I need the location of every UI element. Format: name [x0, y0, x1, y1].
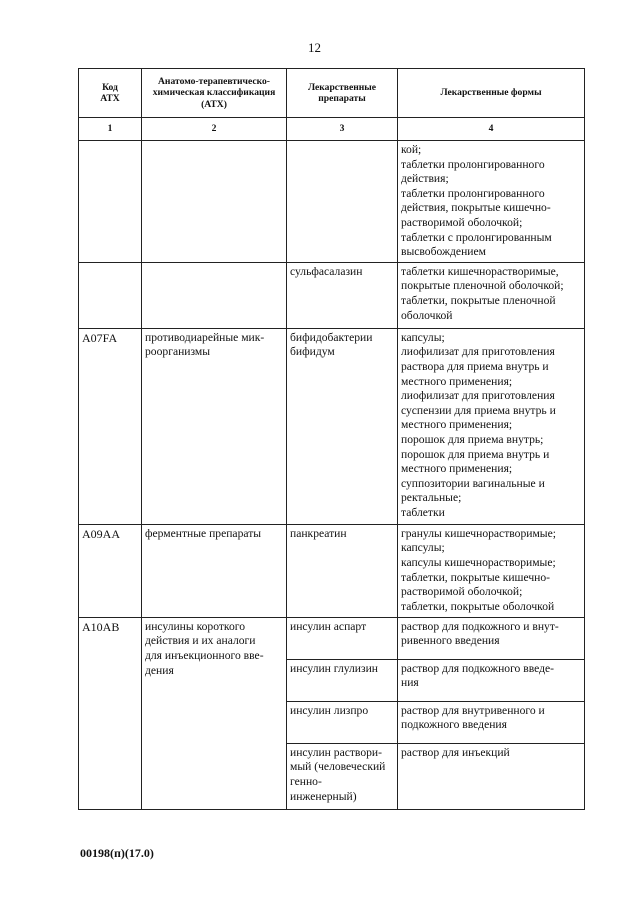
cell-forms: таблетки кишечнорастворимые, покрытые пленочной оболочкой; таблетки, покрытые пленочной оболочкой — [398, 262, 585, 328]
cell-classification: ферментные препараты — [142, 524, 287, 617]
cell-forms: гранулы кишечнорастворимые; капсулы; капсулы кишечнорастворимые; таблетки, покрытые кишечно- растворимой оболочкой; таблетки, покрытые оболочкой — [398, 524, 585, 617]
cell-classification — [142, 141, 287, 263]
table-header-row — [79, 69, 585, 118]
header-drugs: Лекарственные препараты — [287, 69, 398, 118]
cell-drug: инсулин глулизин — [287, 659, 398, 701]
cell-code: A09AA — [79, 524, 142, 617]
column-number: 4 — [398, 118, 585, 141]
header-classification: Анатомо-терапевтическо- химическая классификация (АТХ) — [142, 69, 287, 118]
cell-forms: кой; таблетки пролонгированного действия; таблетки пролонгированного действия, покрытые кишечно- растворимой оболочкой; таблетки с пролонгированным высвобождением — [398, 141, 585, 263]
table-row — [79, 141, 585, 263]
cell-drug: инсулин раствори- мый (человеческий генно- инженерный) — [287, 743, 398, 809]
cell-drug — [287, 141, 398, 263]
cell-drug: сульфасалазин — [287, 262, 398, 328]
table-row — [79, 617, 585, 659]
cell-code — [79, 141, 142, 263]
cell-drug: бифидобактерии бифидум — [287, 328, 398, 524]
cell-forms: раствор для инъекций — [398, 743, 585, 809]
atx-drug-table — [78, 68, 585, 810]
cell-forms: раствор для подкожного и внут- ривенного введения — [398, 617, 585, 659]
cell-code — [79, 262, 142, 328]
cell-classification: противодиарейные мик- роорганизмы — [142, 328, 287, 524]
cell-classification — [142, 262, 287, 328]
page-number: 12 — [308, 40, 321, 55]
table-row — [79, 262, 585, 328]
cell-forms: раствор для внутривенного и подкожного введения — [398, 701, 585, 743]
column-numbers-row — [79, 118, 585, 141]
table-row — [79, 524, 585, 617]
cell-drug: инсулин аспарт — [287, 617, 398, 659]
cell-code: A10AB — [79, 617, 142, 809]
header-code: Код АТХ — [79, 69, 142, 118]
document-footer-code: 00198(п)(17.0) — [80, 846, 154, 860]
cell-forms: раствор для подкожного введе- ния — [398, 659, 585, 701]
cell-code: A07FA — [79, 328, 142, 524]
cell-drug: инсулин лизпро — [287, 701, 398, 743]
table-row — [79, 328, 585, 524]
column-number: 2 — [142, 118, 287, 141]
column-number: 3 — [287, 118, 398, 141]
header-forms: Лекарственные формы — [398, 69, 585, 118]
cell-classification: инсулины короткого действия и их аналоги для инъекционного вве- дения — [142, 617, 287, 809]
column-number: 1 — [79, 118, 142, 141]
cell-drug: панкреатин — [287, 524, 398, 617]
cell-forms: капсулы; лиофилизат для приготовления раствора для приема внутрь и местного применения; лиофилизат для приготовления суспензии для приема внутрь и местного применения; порошок для приема внутрь; порошок для приема внутрь и местного применения; суппозитории вагинальные и ректальные; таблетки — [398, 328, 585, 524]
